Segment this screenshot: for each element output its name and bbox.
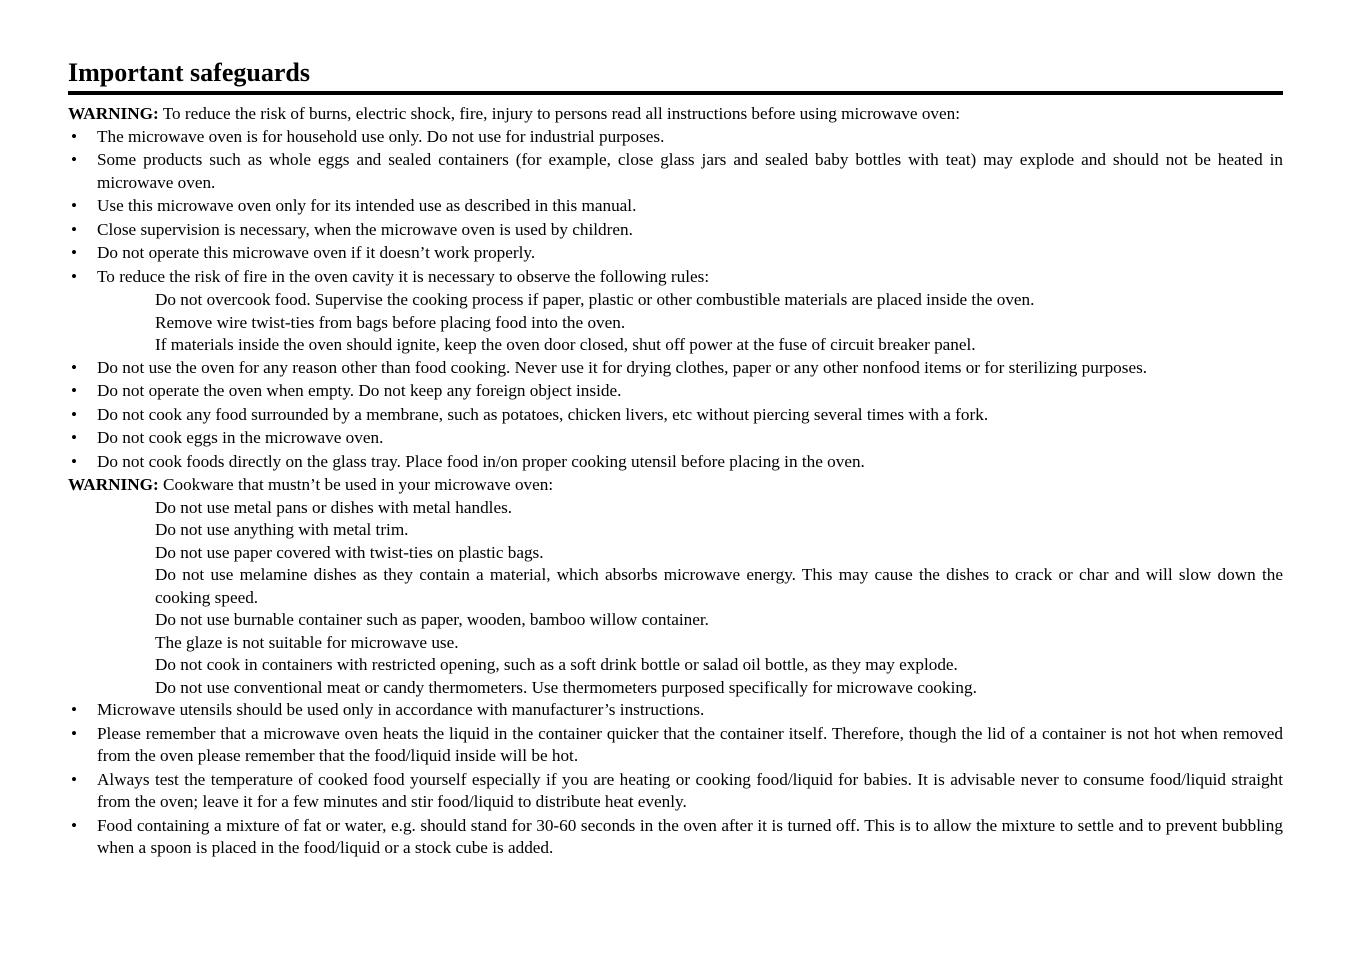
- warning-text: Cookware that mustn’t be used in your microwave oven:: [158, 475, 554, 494]
- list-item: [68, 427, 1283, 450]
- list-item-text: Use this microwave oven only for its intended use as described in this manual.: [97, 196, 637, 215]
- bullet-icon: •: [70, 451, 78, 471]
- warning-paragraph: [68, 103, 1283, 126]
- bullet-icon: •: [70, 196, 78, 215]
- list-item-text: Some products such as whole eggs and sealed containers (for example, close glass jars and sealed baby bottles with teat) may explode and should not be heated in microwave oven.: [97, 150, 1283, 192]
- list-item-text: Do not operate the oven when empty. Do not keep any foreign object inside.: [97, 381, 622, 400]
- safeguards-content: [68, 103, 1283, 860]
- list-item-text: Do not use the oven for any reason other than food cooking. Never use it for drying clothes, paper or any other nonfood items or for sterilizing purposes.: [97, 357, 1148, 377]
- list-item: [68, 769, 1283, 814]
- bullet-icon: •: [70, 126, 78, 146]
- bullet-icon: •: [70, 381, 78, 400]
- list-item: [68, 149, 1283, 194]
- warning-label: WARNING:: [68, 475, 159, 494]
- list-item-text: Do not cook eggs in the microwave oven.: [97, 428, 384, 447]
- warning-text: To reduce the risk of burns, electric shock, fire, injury to persons read all instructions before using microwave oven:: [158, 104, 961, 123]
- list-item-text: Always test the temperature of cooked food yourself especially if you are heating or cooking food/liquid for babies. It is advisable never to consume food/liquid straight from the oven; leave it for a few minutes and stir food/liquid to distribute heat evenly.: [97, 769, 1283, 811]
- list-item: [68, 357, 1283, 380]
- list-item-text: Please remember that a microwave oven heats the liquid in the container quicker that the container itself. Therefore, though the lid of a container is not hot when removed from the oven please remember that the food/liquid inside will be hot.: [97, 723, 1283, 765]
- bullet-icon: •: [70, 357, 78, 377]
- bullet-icon: •: [70, 428, 78, 447]
- list-item-text: To reduce the risk of fire in the oven cavity it is necessary to observe the following rules:: [97, 266, 710, 286]
- bullet-icon: •: [70, 769, 78, 789]
- bullet-icon: •: [70, 266, 78, 286]
- list-item: [68, 195, 1283, 218]
- bullet-list: [68, 699, 1283, 860]
- document-page: [68, 56, 1283, 861]
- sub-item: Do not use metal pans or dishes with metal handles.: [155, 497, 513, 517]
- bullet-icon: •: [70, 150, 78, 169]
- bullet-icon: •: [70, 243, 78, 262]
- list-item: [68, 126, 1283, 149]
- list-item: [68, 699, 1283, 722]
- list-item-text: Do not operate this microwave oven if it doesn’t work properly.: [97, 243, 536, 262]
- sub-item: Do not use conventional meat or candy thermometers. Use thermometers purposed specifically for microwave cooking.: [155, 677, 977, 697]
- sub-item: Remove wire twist-ties from bags before placing food into the oven.: [155, 312, 626, 332]
- sub-item: Do not overcook food. Supervise the cooking process if paper, plastic or other combustible materials are placed inside the oven.: [155, 290, 1035, 309]
- list-item: [68, 451, 1283, 474]
- bullet-icon: •: [70, 723, 78, 743]
- sub-item: Do not use burnable container such as paper, wooden, bamboo willow container.: [155, 610, 709, 629]
- list-item: [68, 723, 1283, 768]
- list-item-text: Do not cook any food surrounded by a membrane, such as potatoes, chicken livers, etc without piercing several times with a fork.: [97, 404, 989, 424]
- list-item: [68, 219, 1283, 242]
- bullet-list: [68, 126, 1283, 289]
- list-item-text: Microwave utensils should be used only in accordance with manufacturer’s instructions.: [97, 700, 705, 719]
- page-title: Important safeguards: [68, 56, 1283, 95]
- list-item-text: Close supervision is necessary, when the microwave oven is used by children.: [97, 219, 633, 239]
- bullet-list: [68, 357, 1283, 474]
- sub-item: Do not use paper covered with twist-ties on plastic bags.: [155, 542, 544, 562]
- bullet-icon: •: [70, 815, 78, 835]
- list-item: [68, 266, 1283, 289]
- cookware-rules-list: [68, 497, 1283, 700]
- sub-item: Do not cook in containers with restricted opening, such as a soft drink bottle or salad oil bottle, as they may explode.: [155, 655, 958, 674]
- sub-item: If materials inside the oven should ignite, keep the oven door closed, shut off power at the fuse of circuit breaker panel.: [155, 335, 976, 354]
- list-item: [68, 242, 1283, 265]
- warning-label: WARNING:: [68, 104, 159, 123]
- bullet-icon: •: [70, 700, 78, 719]
- warning-paragraph: [68, 474, 1283, 497]
- list-item: [68, 815, 1283, 860]
- list-item-text: Food containing a mixture of fat or water, e.g. should stand for 30-60 seconds in the oven after it is turned off. This is to allow the mixture to settle and to prevent bubbling when a spoon is placed in the food/liquid or a stock cube is added.: [97, 815, 1283, 857]
- list-item: [68, 380, 1283, 403]
- list-item: [68, 404, 1283, 427]
- sub-item: Do not use anything with metal trim.: [155, 520, 409, 539]
- fire-rules-list: [68, 289, 1283, 357]
- sub-item: Do not use melamine dishes as they contain a material, which absorbs microwave energy. This may cause the dishes to crack or char and will slow down the cooking speed.: [155, 565, 1283, 607]
- bullet-icon: •: [70, 219, 78, 239]
- list-item-text: The microwave oven is for household use only. Do not use for industrial purposes.: [97, 126, 665, 146]
- sub-item: The glaze is not suitable for microwave use.: [155, 632, 459, 652]
- list-item-text: Do not cook foods directly on the glass tray. Place food in/on proper cooking utensil before placing in the oven.: [97, 451, 865, 471]
- bullet-icon: •: [70, 404, 78, 424]
